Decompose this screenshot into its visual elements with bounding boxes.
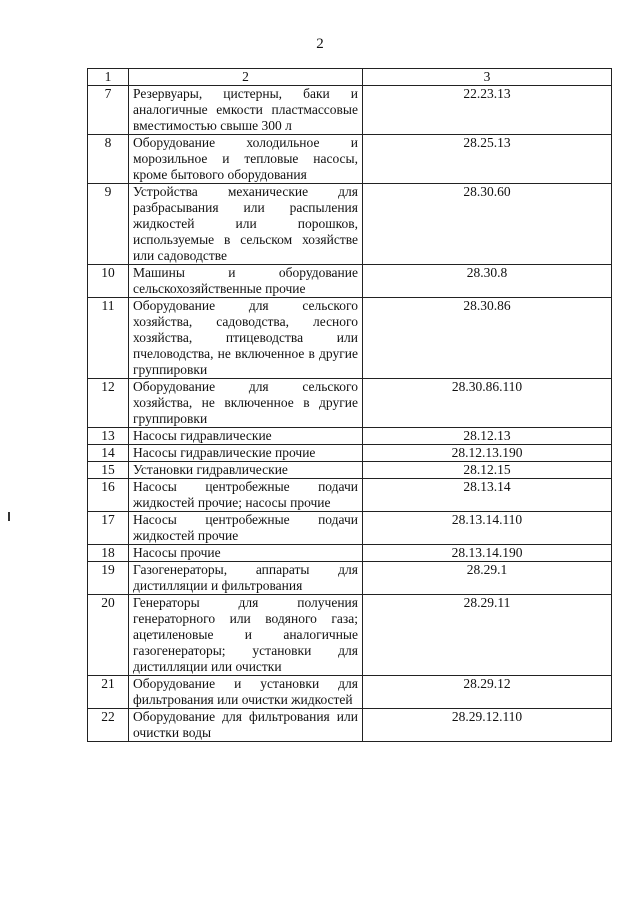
- table-row: [88, 545, 612, 562]
- row-code: 28.30.86.110: [363, 379, 612, 428]
- page-number: 2: [316, 36, 324, 52]
- row-code: 28.29.1: [363, 562, 612, 595]
- document-table: [87, 68, 612, 742]
- column-header-2: 2: [129, 69, 363, 86]
- row-code: 28.12.15: [363, 462, 612, 479]
- row-number: 7: [88, 86, 129, 135]
- row-code: 22.23.13: [363, 86, 612, 135]
- row-number: 22: [88, 709, 129, 742]
- row-number: 18: [88, 545, 129, 562]
- row-name: Оборудование и установки для фильтрования или очистки жидкостей: [129, 676, 363, 709]
- row-name: Газогенераторы, аппараты для дистилляции и фильтрования: [129, 562, 363, 595]
- row-name: Насосы гидравлические прочие: [129, 445, 363, 462]
- table-header-row: [88, 69, 612, 86]
- row-name: Генераторы для получения генераторного или водяного газа; ацетиленовые и аналогичные газогенераторы; установки для дистилляции или очистки: [129, 595, 363, 676]
- column-header-1: 1: [88, 69, 129, 86]
- row-name: Оборудование для фильтрования или очистки воды: [129, 709, 363, 742]
- table-row: [88, 86, 612, 135]
- table-row: [88, 184, 612, 265]
- row-code: 28.13.14: [363, 479, 612, 512]
- table-row: [88, 462, 612, 479]
- row-name: Насосы гидравлические: [129, 428, 363, 445]
- row-number: 10: [88, 265, 129, 298]
- table-row: [88, 428, 612, 445]
- row-code: 28.30.86: [363, 298, 612, 379]
- table-row: [88, 562, 612, 595]
- row-number: 21: [88, 676, 129, 709]
- table-row: [88, 445, 612, 462]
- row-name: Машины и оборудование сельскохозяйственные прочие: [129, 265, 363, 298]
- row-name: Насосы центробежные подачи жидкостей прочие: [129, 512, 363, 545]
- row-number: 16: [88, 479, 129, 512]
- table-row: [88, 709, 612, 742]
- row-name: Устройства механические для разбрасывания или распыления жидкостей или порошков, используемые в сельском хозяйстве или садоводстве: [129, 184, 363, 265]
- row-number: 8: [88, 135, 129, 184]
- row-code: 28.30.8: [363, 265, 612, 298]
- row-number: 14: [88, 445, 129, 462]
- row-name: Оборудование холодильное и морозильное и тепловые насосы, кроме бытового оборудования: [129, 135, 363, 184]
- row-code: 28.25.13: [363, 135, 612, 184]
- row-code: 28.13.14.110: [363, 512, 612, 545]
- scan-mark: [8, 512, 10, 521]
- row-code: 28.29.12.110: [363, 709, 612, 742]
- row-name: Оборудование для сельского хозяйства, садоводства, лесного хозяйства, птицеводства или пчеловодства, не включенное в другие группировки: [129, 298, 363, 379]
- row-code: 28.29.12: [363, 676, 612, 709]
- row-name: Установки гидравлические: [129, 462, 363, 479]
- row-number: 9: [88, 184, 129, 265]
- row-name: Насосы прочие: [129, 545, 363, 562]
- table-row: [88, 676, 612, 709]
- row-name: Оборудование для сельского хозяйства, не включенное в другие группировки: [129, 379, 363, 428]
- row-number: 13: [88, 428, 129, 445]
- row-code: 28.30.60: [363, 184, 612, 265]
- column-header-3: 3: [363, 69, 612, 86]
- table-row: [88, 298, 612, 379]
- row-name: Насосы центробежные подачи жидкостей прочие; насосы прочие: [129, 479, 363, 512]
- row-number: 11: [88, 298, 129, 379]
- row-number: 12: [88, 379, 129, 428]
- table-row: [88, 135, 612, 184]
- row-code: 28.13.14.190: [363, 545, 612, 562]
- table-row: [88, 265, 612, 298]
- row-number: 15: [88, 462, 129, 479]
- row-code: 28.12.13: [363, 428, 612, 445]
- row-number: 20: [88, 595, 129, 676]
- table-row: [88, 512, 612, 545]
- table-row: [88, 379, 612, 428]
- row-number: 17: [88, 512, 129, 545]
- table-row: [88, 479, 612, 512]
- row-number: 19: [88, 562, 129, 595]
- table-row: [88, 595, 612, 676]
- row-code: 28.12.13.190: [363, 445, 612, 462]
- row-code: 28.29.11: [363, 595, 612, 676]
- row-name: Резервуары, цистерны, баки и аналогичные емкости пластмассовые вместимостью свыше 300 л: [129, 86, 363, 135]
